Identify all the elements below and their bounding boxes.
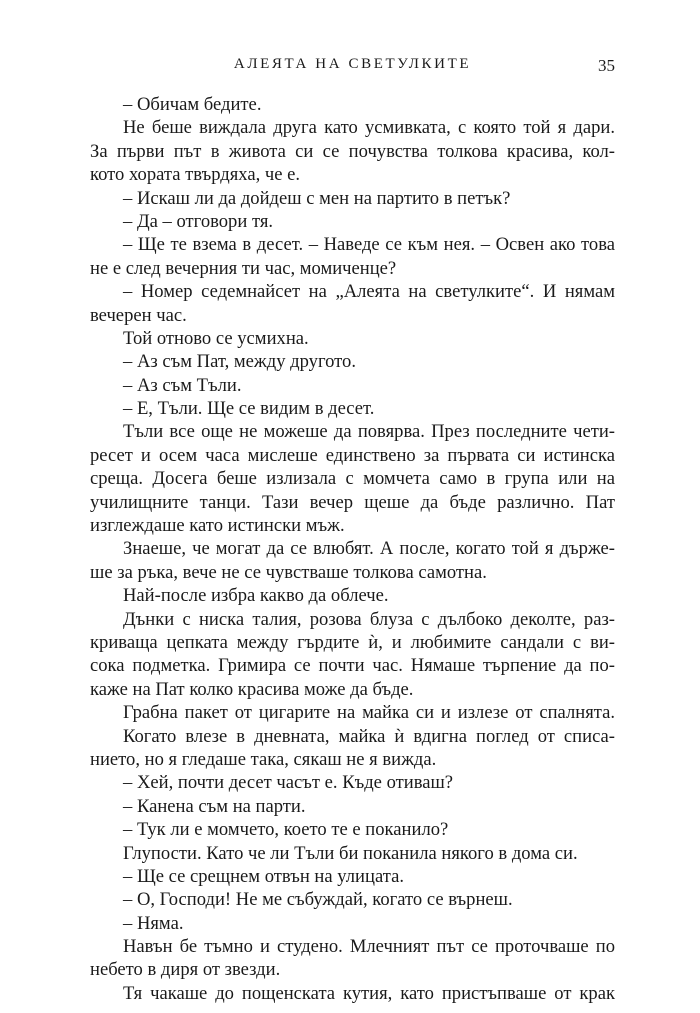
text-line: Навън бе тъмно и студено. Млечният път се проточваше по: [123, 936, 615, 958]
text-line: каже на Пат колко красива може да бъде.: [90, 678, 414, 700]
text-line: Когато влезе в дневната, майка ѝ вдигна поглед от списа-: [123, 725, 615, 747]
body-text: [90, 93, 615, 1005]
running-title: АЛЕЯТА НА СВЕТУЛКИТЕ: [233, 56, 472, 72]
text-line: Грабна пакет от цигарите на майка си и излезе от спалнята.: [123, 702, 615, 724]
text-line: – Тук ли е момчето, което те е поканило?: [123, 819, 449, 841]
text-line: – Ще се срещнем отвън на улицата.: [123, 865, 404, 887]
page-number: 35: [598, 56, 615, 75]
text-line: – Да – отговори тя.: [123, 210, 274, 232]
text-line: – О, Господи! Не ме събуждай, когато се върнеш.: [123, 889, 513, 911]
text-line: – Искаш ли да дойдеш с мен на партито в петък?: [123, 187, 511, 209]
text-line: – Хей, почти десет часът е. Къде отиваш?: [123, 772, 454, 794]
text-line: ресет и осем часа мислеше единствено за първата си истинска: [90, 444, 615, 466]
text-line: – Е, Тъли. Ще се видим в десет.: [123, 398, 375, 420]
text-line: изглеждаше като истински мъж.: [90, 515, 345, 537]
text-line: Знаеше, че могат да се влюбят. А после, когато той я държе-: [123, 538, 615, 560]
text-line: Дънки с ниска талия, розова блуза с дълбоко деколте, раз-: [123, 608, 615, 630]
text-line: не е след вечерния ти час, момиченце?: [90, 257, 397, 279]
text-line: небето в диря от звезди.: [90, 959, 281, 981]
text-line: сока подметка. Гримира се почти час. Нямаше търпение да по-: [90, 655, 615, 677]
text-line: Той отново се усмихна.: [123, 327, 309, 349]
text-line: Най-после избра какво да облече.: [123, 585, 389, 607]
text-line: – Аз съм Пат, между другото.: [123, 351, 356, 373]
text-line: Тя чакаше до пощенската кутия, като пристъпваше от крак: [123, 982, 615, 1004]
text-line: ше за ръка, вече не се чувстваше толкова самотна.: [90, 561, 487, 583]
text-line: – Канена съм на парти.: [123, 795, 306, 817]
text-line: училищните танци. Тази вечер щеше да бъде различно. Пат: [90, 491, 615, 513]
text-line: Не беше виждала друга като усмивката, с която той я дари.: [123, 117, 615, 139]
text-line: – Няма.: [123, 912, 184, 934]
text-line: – Обичам бедите.: [123, 94, 262, 115]
text-line: среща. Досега беше излизала с момчета само в група или на: [90, 468, 615, 490]
text-line: – Ще те взема в десет. – Наведе се към нея. – Освен ако това: [123, 234, 615, 256]
text-line: За първи път в живота си се почувства толкова красива, кол-: [90, 140, 615, 162]
text-line: – Номер седемнайсет на „Алеята на светулките“. И нямам: [123, 281, 615, 303]
text-line: кото хората твърдяха, че е.: [90, 164, 301, 186]
text-line: вечерен час.: [90, 304, 187, 326]
text-line: – Аз съм Тъли.: [123, 374, 242, 396]
text-line: нието, но я гледаше така, сякаш не я вижда.: [90, 748, 437, 770]
text-line: криваща цепката между гърдите ѝ, и любимите сандали с ви-: [90, 631, 615, 653]
text-line: Глупости. Като че ли Тъли би поканила някого в дома си.: [123, 842, 578, 864]
page-header: [90, 50, 615, 80]
text-line: Тъли все още не можеше да повярва. През последните чети-: [123, 421, 615, 443]
